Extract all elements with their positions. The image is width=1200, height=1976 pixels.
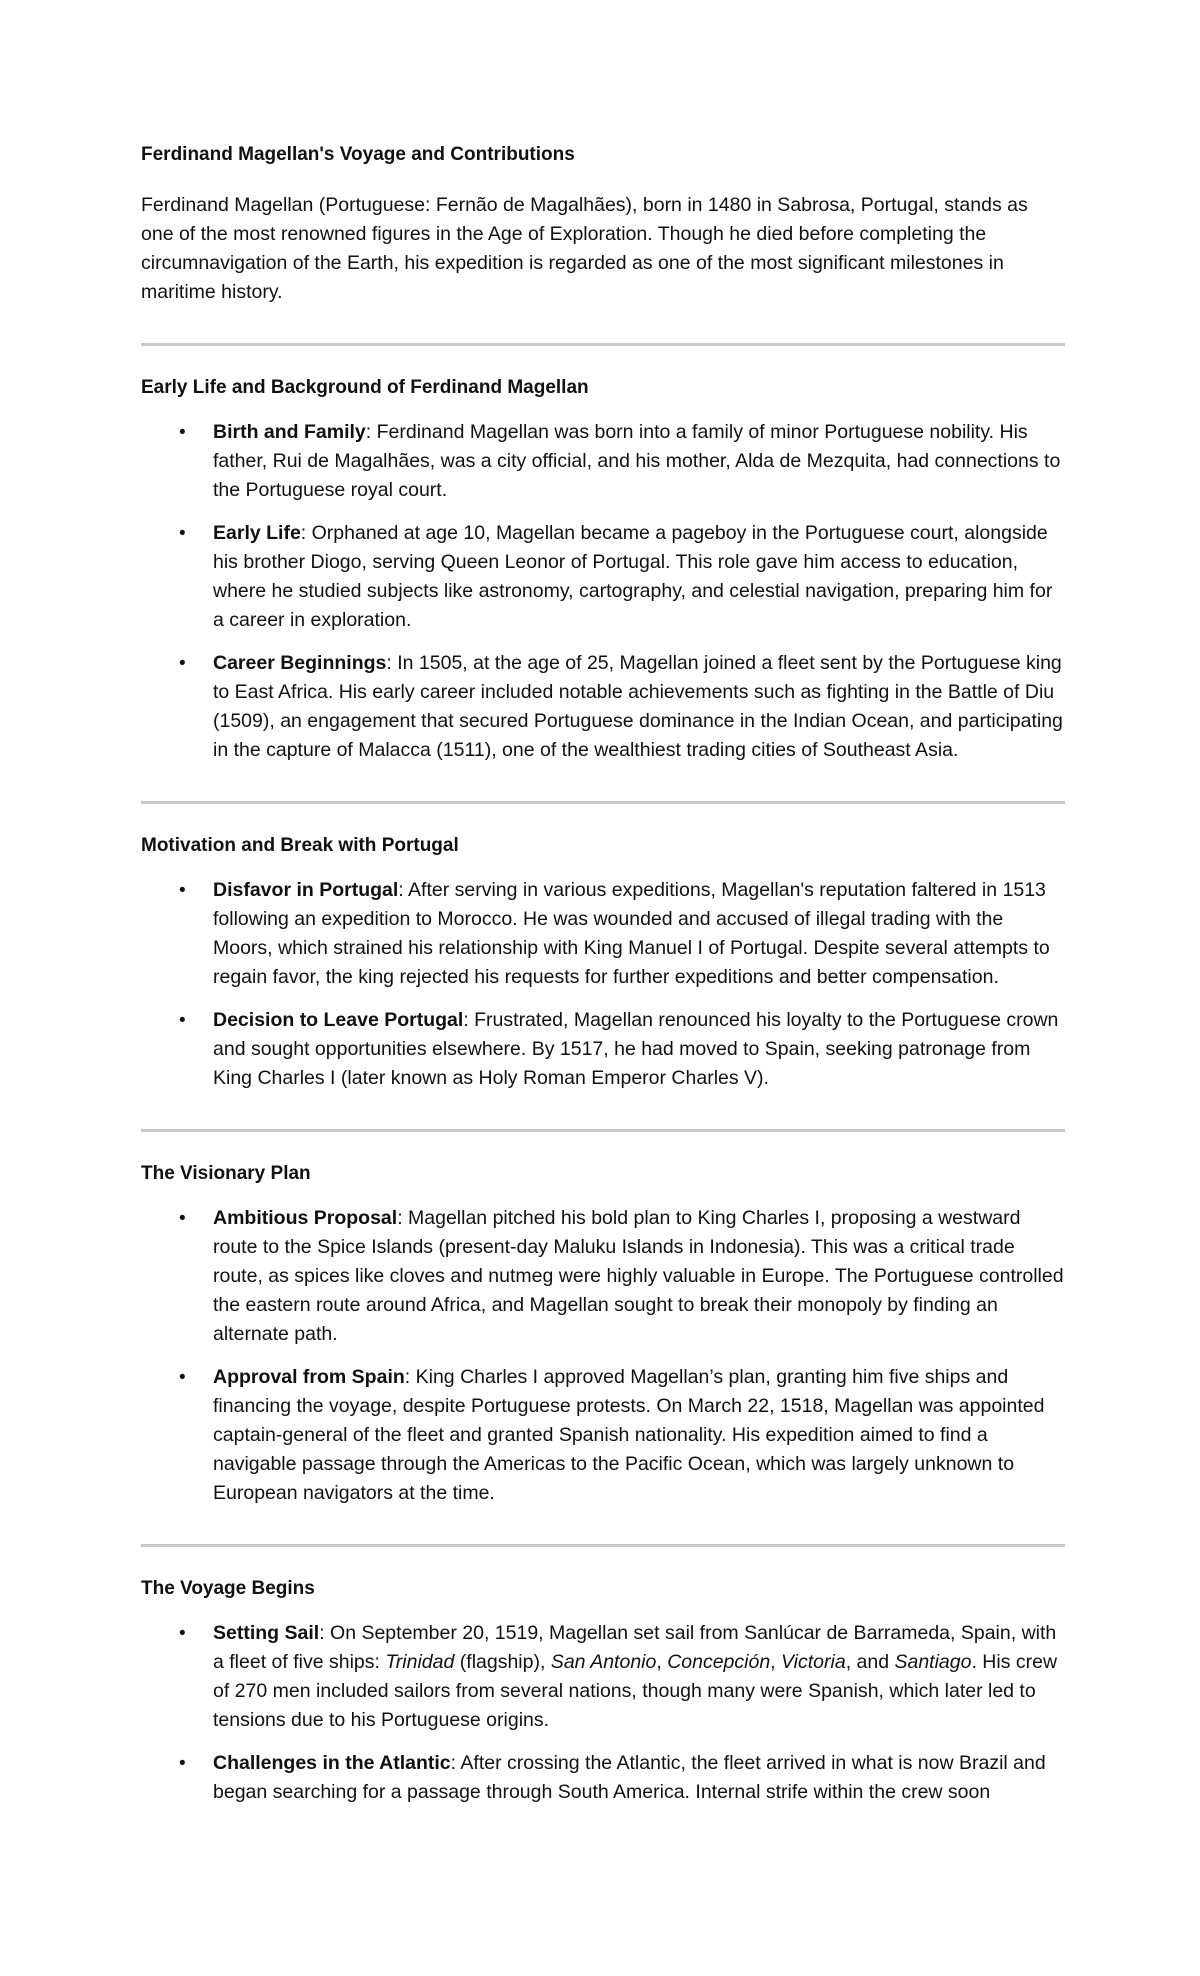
- ship-name: Victoria: [781, 1651, 846, 1673]
- ship-name: San Antonio: [550, 1651, 657, 1673]
- document-title: Ferdinand Magellan's Voyage and Contributions: [141, 144, 575, 165]
- ship-name: Concepción: [667, 1651, 771, 1673]
- voyage-list: [141, 1619, 1065, 1807]
- item-text: . His crew of 270 men included sailors from several nations, though many were Spanish, which later led to tensions due to his Portuguese origins.: [213, 1651, 1058, 1731]
- item-term: Ambitious Proposal: [213, 1207, 398, 1229]
- intro-paragraph: Ferdinand Magellan (Portuguese: Fernão de Magalhães), born in 1480 in Sabrosa, Portugal, stands as one of the most renowned figures in the Age of Exploration. Though he died before completing the circumnavigation of the Earth, his expedition is regarded as one of the most significant milestones in maritime history.: [141, 194, 1028, 303]
- bullet-icon: •: [179, 422, 186, 443]
- item-text: : Magellan pitched his bold plan to King Charles I, proposing a westward route to the Spice Islands (present-day Maluku Islands in Indonesia). This was a critical trade route, as spices like cloves and nutmeg were highly valuable in Europe. The Portuguese controlled the eastern route around Africa, and Magellan sought to break their monopoly by finding an alternate path.: [213, 1207, 1064, 1345]
- section-divider: [141, 1129, 1065, 1132]
- list-item: [141, 519, 1065, 635]
- bullet-icon: •: [179, 880, 186, 901]
- section-divider: [141, 1544, 1065, 1547]
- item-term: Approval from Spain: [213, 1366, 405, 1388]
- section-heading-motivation: Motivation and Break with Portugal: [141, 835, 459, 856]
- item-text: : On September 20, 1519, Magellan set sail from Sanlúcar de Barrameda, Spain, with a fleet of five ships:: [213, 1622, 1057, 1673]
- list-item: [141, 1204, 1065, 1349]
- item-term: Decision to Leave Portugal: [213, 1009, 464, 1031]
- list-item: [141, 1006, 1065, 1093]
- bullet-icon: •: [179, 1367, 186, 1388]
- item-text: , and: [845, 1651, 895, 1673]
- item-text: : After crossing the Atlantic, the fleet arrived in what is now Brazil and began searching for a passage through South America. Internal strife within the crew soon: [213, 1752, 1046, 1803]
- item-text: ,: [656, 1651, 668, 1673]
- list-item: [141, 418, 1065, 505]
- document-body: [141, 143, 1065, 1807]
- motivation-list: [141, 876, 1065, 1093]
- item-text: : Frustrated, Magellan renounced his loyalty to the Portuguese crown and sought opportunities elsewhere. By 1517, he had moved to Spain, seeking patronage from King Charles I (later known as Holy Roman Emperor Charles V).: [213, 1009, 1059, 1089]
- item-term: Disfavor in Portugal: [213, 879, 399, 901]
- section-heading-voyage-begins: The Voyage Begins: [141, 1578, 315, 1599]
- section-divider: [141, 343, 1065, 346]
- item-text: : In 1505, at the age of 25, Magellan joined a fleet sent by the Portuguese king to East Africa. His early career included notable achievements such as fighting in the Battle of Diu (1509), an engagement that secured Portuguese dominance in the Indian Ocean, and participating in the capture of Malacca (1511), one of the wealthiest trading cities of Southeast Asia.: [213, 652, 1063, 761]
- item-text: (flagship),: [454, 1651, 551, 1673]
- list-item: [141, 1619, 1065, 1735]
- list-item: [141, 876, 1065, 992]
- bullet-icon: •: [179, 1208, 186, 1229]
- bullet-icon: •: [179, 1623, 186, 1644]
- visionary-plan-list: [141, 1204, 1065, 1508]
- item-text: ,: [770, 1651, 782, 1673]
- ship-name: Trinidad: [385, 1651, 455, 1673]
- early-life-list: [141, 418, 1065, 765]
- item-text: : King Charles I approved Magellan’s plan, granting him five ships and financing the voyage, despite Portuguese protests. On March 22, 1518, Magellan was appointed captain-general of the fleet and granted Spanish nationality. His expedition aimed to find a navigable passage through the Americas to the Pacific Ocean, which was largely unknown to European navigators at the time.: [213, 1366, 1045, 1504]
- item-term: Challenges in the Atlantic: [213, 1752, 451, 1774]
- section-divider: [141, 801, 1065, 804]
- item-term: Early Life: [213, 522, 301, 544]
- bullet-icon: •: [179, 1010, 186, 1031]
- item-text: : Orphaned at age 10, Magellan became a pageboy in the Portuguese court, alongside his brother Diogo, serving Queen Leonor of Portugal. This role gave him access to education, where he studied subjects like astronomy, cartography, and celestial navigation, preparing him for a career in exploration.: [213, 522, 1053, 631]
- item-term: Birth and Family: [213, 421, 366, 443]
- bullet-icon: •: [179, 1753, 186, 1774]
- item-text: : Ferdinand Magellan was born into a family of minor Portuguese nobility. His father, Rui de Magalhães, was a city official, and his mother, Alda de Mezquita, had connections to the Portuguese royal court.: [213, 421, 1061, 501]
- item-term: Setting Sail: [213, 1622, 320, 1644]
- ship-name: Santiago: [894, 1651, 972, 1673]
- bullet-icon: •: [179, 653, 186, 674]
- item-term: Career Beginnings: [213, 652, 387, 674]
- section-heading-early-life: Early Life and Background of Ferdinand Magellan: [141, 377, 589, 398]
- list-item: [141, 1749, 1065, 1807]
- item-text: : After serving in various expeditions, Magellan's reputation faltered in 1513 following an expedition to Morocco. He was wounded and accused of illegal trading with the Moors, which strained his relationship with King Manuel I of Portugal. Despite several attempts to regain favor, the king rejected his requests for further expeditions and better compensation.: [213, 879, 1050, 988]
- section-heading-visionary-plan: The Visionary Plan: [141, 1163, 311, 1184]
- list-item: [141, 1363, 1065, 1508]
- bullet-icon: •: [179, 523, 186, 544]
- list-item: [141, 649, 1065, 765]
